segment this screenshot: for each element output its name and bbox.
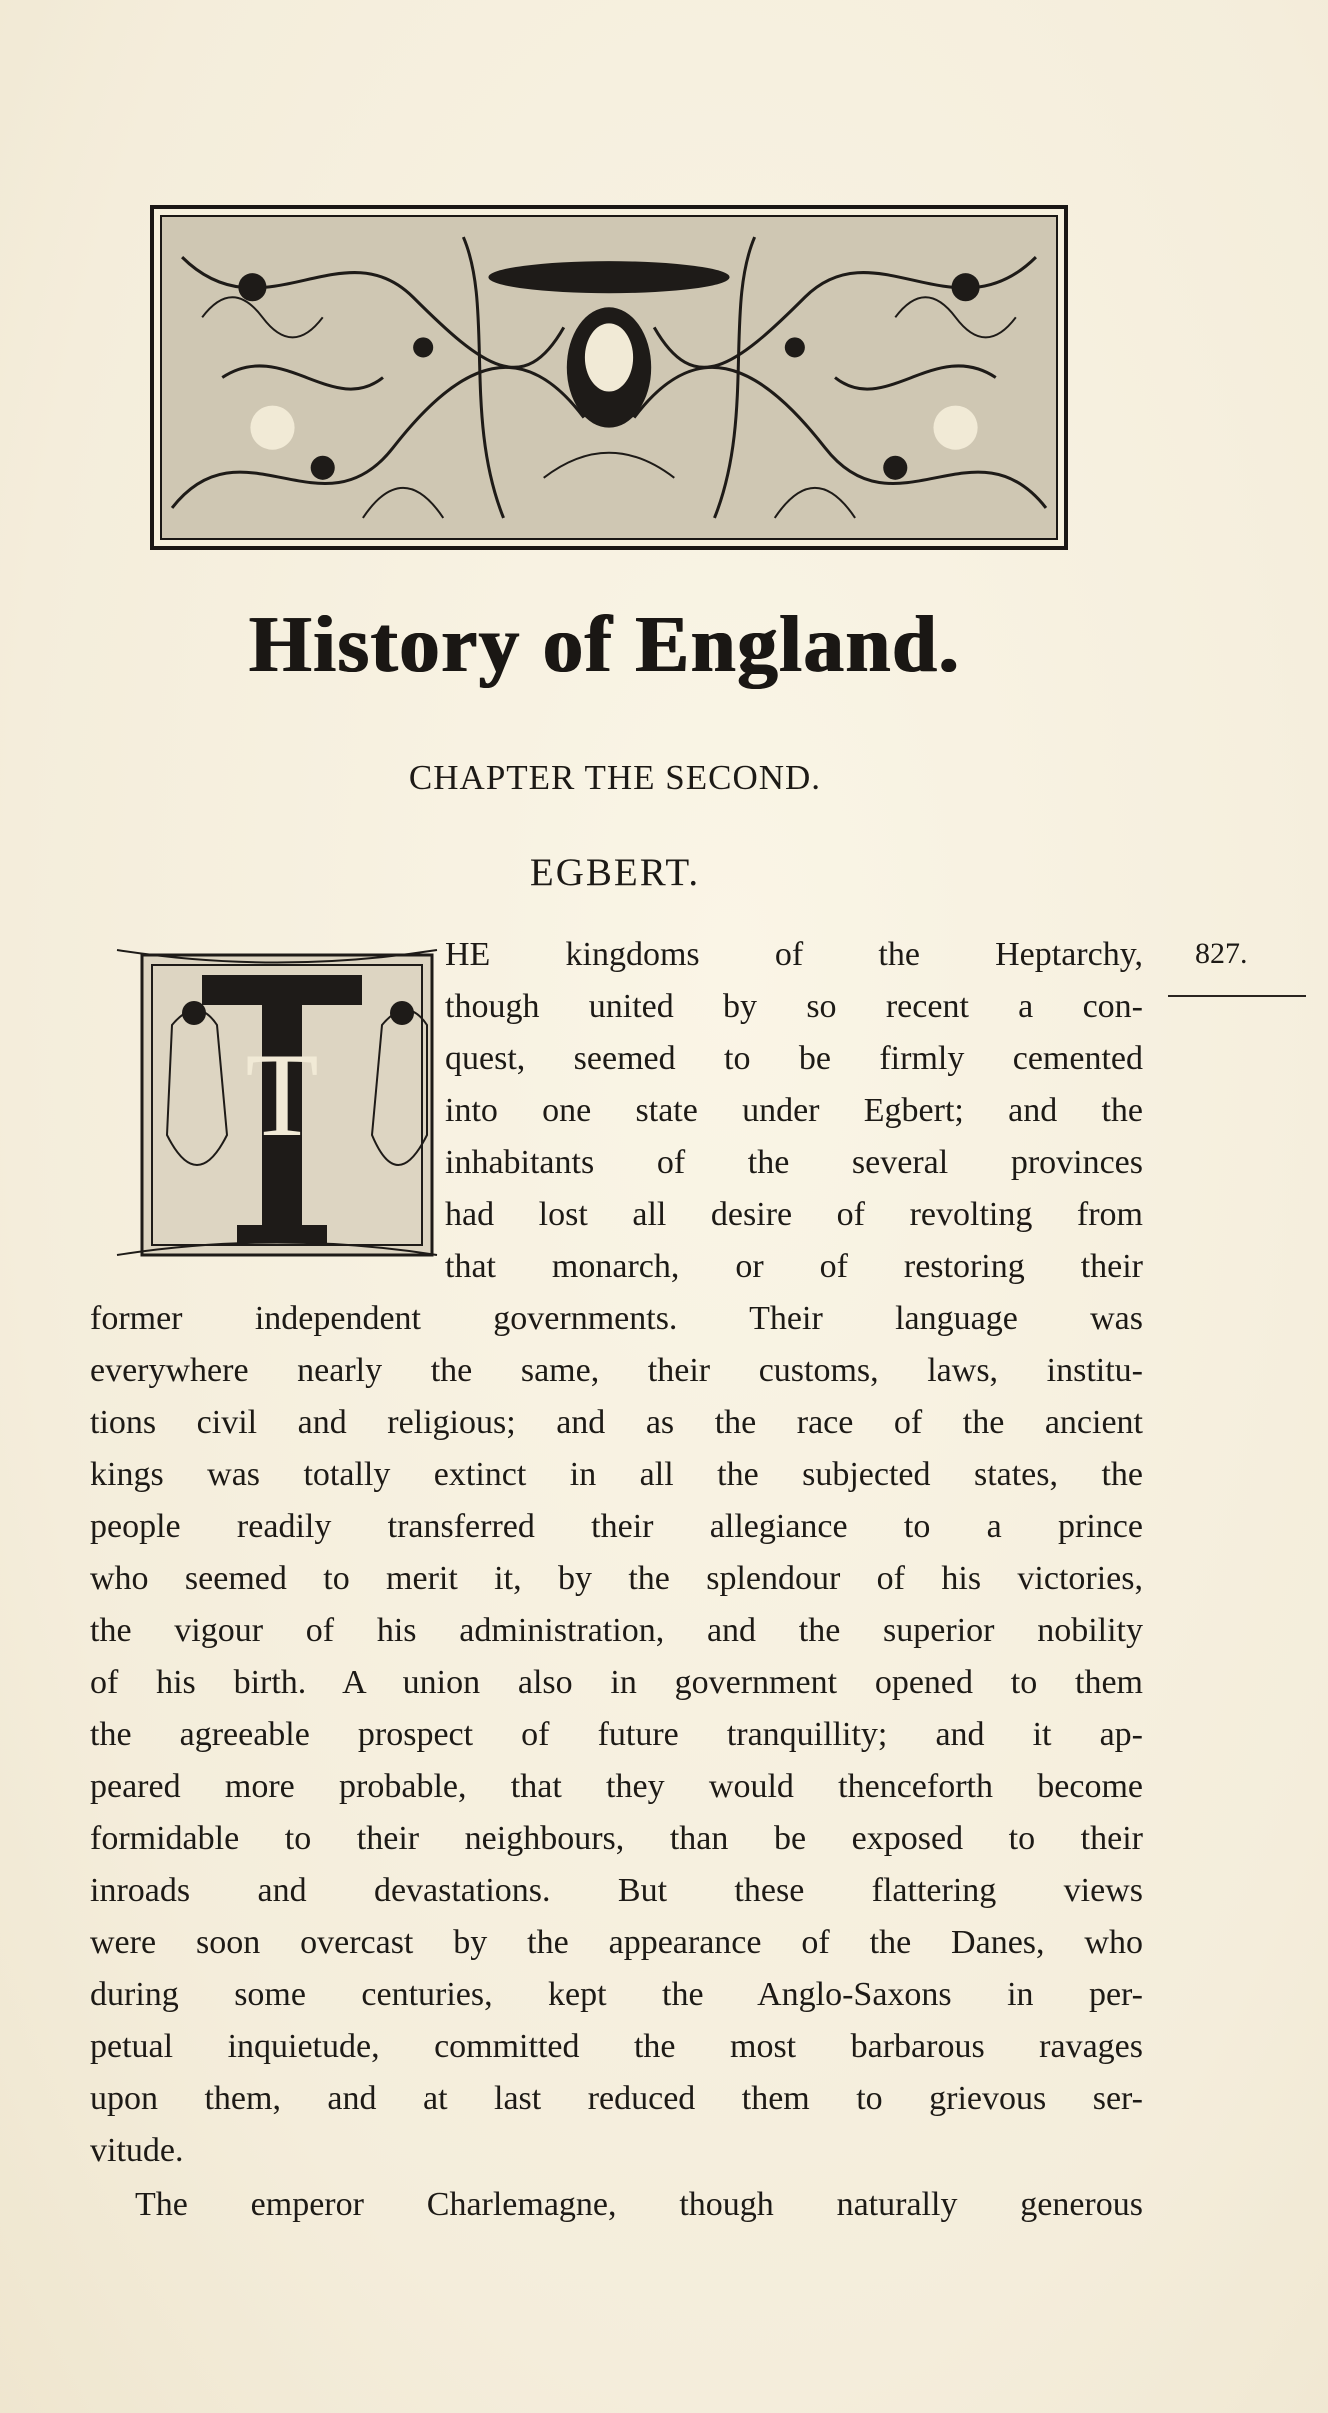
foliage-ornament-icon [162,217,1056,538]
text-line: inhabitants of the several provinces [445,1144,1143,1181]
text-line: petual inquietude, committed the most barbarous ravages [90,2028,1143,2065]
text-line: everywhere nearly the same, their customs, laws, institu- [90,1352,1143,1389]
text-line: upon them, and at last reduced them to grievous ser- [90,2080,1143,2117]
text-line: had lost all desire of revolting from [445,1196,1143,1233]
text-line: kings was totally extinct in all the subjected states, the [90,1456,1143,1493]
text-line: The emperor Charlemagne, though naturally generous [135,2186,1143,2223]
text-line: that monarch, or of restoring their [445,1248,1143,1285]
section-heading: EGBERT. [529,851,701,894]
text-line: people readily transferred their allegiance to a prince [90,1508,1143,1545]
text-line: the vigour of his administration, and the superior nobility [90,1612,1143,1649]
text-line: of his birth. A union also in government opened to them [90,1664,1143,1701]
ornamental-headpiece [150,205,1068,550]
text-line: peared more probable, that they would thenceforth become [90,1768,1143,1805]
text-line: HE kingdoms of the Heptarchy, [445,936,1143,973]
headpiece-engraving [160,215,1058,540]
chapter-heading: CHAPTER THE SECOND. [408,758,822,797]
illuminated-drop-cap [112,935,442,1275]
text-line: into one state under Egbert; and the [445,1092,1143,1129]
page-title: History of England. [249,601,961,689]
margin-year-note: 827. [1195,937,1248,970]
text-line: during some centuries, kept the Anglo-Saxons in per- [90,1976,1143,2013]
text-line: who seemed to merit it, by the splendour of his victories, [90,1560,1143,1597]
margin-rule [1168,995,1306,997]
text-line: though united by so recent a con- [445,988,1143,1025]
text-line: formidable to their neighbours, than be exposed to their [90,1820,1143,1857]
text-line: inroads and devastations. But these flattering views [90,1872,1143,1909]
text-line: were soon overcast by the appearance of the Danes, who [90,1924,1143,1961]
text-line: quest, seemed to be firmly cemented [445,1040,1143,1077]
drop-cap-letter: T [245,1028,319,1161]
text-line: the agreeable prospect of future tranquillity; and it ap- [90,1716,1143,1753]
text-line: tions civil and religious; and as the race of the ancient [90,1404,1143,1441]
drop-cap-figures-icon [112,935,442,1275]
text-line: former independent governments. Their language was [90,1300,1143,1337]
text-line: vitude. [90,2132,184,2169]
